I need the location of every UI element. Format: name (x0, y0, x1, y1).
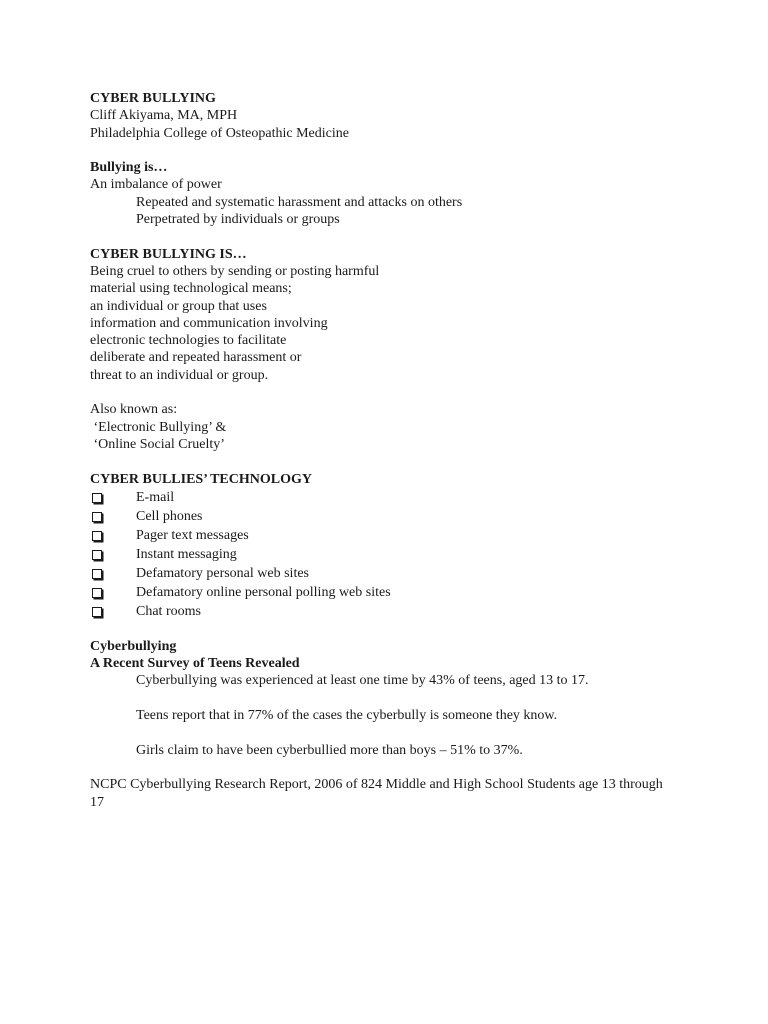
checkbox-icon (90, 508, 136, 527)
list-item (90, 546, 690, 565)
reference-citation: NCPC Cyberbullying Research Report, 2006 of 824 Middle and High School Students age 13 through 17 (90, 777, 663, 810)
aka-item: ‘Online Social Cruelty’ (90, 436, 225, 452)
institution-name: Philadelphia College of Osteopathic Medicine (90, 125, 349, 141)
aka-item: ‘Electronic Bullying’ & (90, 419, 227, 435)
list-item-label: E-mail (136, 490, 175, 506)
spacer (90, 142, 690, 159)
list-item (90, 489, 690, 508)
bullying-point: Perpetrated by individuals or groups (136, 212, 340, 228)
spacer (90, 724, 690, 741)
list-item-label: Pager text messages (136, 528, 249, 544)
survey-finding: Cyberbullying was experienced at least one time by 43% of teens, aged 13 to 17. (136, 673, 589, 689)
spacer (90, 384, 690, 401)
spacer (90, 453, 690, 470)
document-page (90, 90, 690, 811)
cyber-definition-line: threat to an individual or group. (90, 367, 269, 383)
checkbox-icon (90, 489, 136, 508)
spacer (90, 622, 690, 638)
survey-finding: Teens report that in 77% of the cases the cyberbully is someone they know. (136, 708, 558, 724)
author-name: Cliff Akiyama, MA, MPH (90, 108, 238, 124)
checkbox-icon (90, 527, 136, 546)
checkbox-icon (90, 584, 136, 603)
bullying-point: Repeated and systematic harassment and attacks on others (136, 194, 463, 210)
list-item-label: Defamatory personal web sites (136, 566, 309, 582)
checkbox-icon (90, 546, 136, 565)
list-item-label: Chat rooms (136, 604, 201, 620)
bullying-definition: An imbalance of power (90, 177, 222, 193)
bullying-heading: Bullying is… (90, 160, 168, 176)
spacer (90, 690, 690, 707)
document-title: CYBER BULLYING (90, 91, 216, 106)
list-item (90, 508, 690, 527)
technology-heading: CYBER BULLIES’ TECHNOLOGY (90, 471, 312, 487)
survey-finding: Girls claim to have been cyberbullied more than boys – 51% to 37%. (136, 742, 523, 758)
survey-subheading: A Recent Survey of Teens Revealed (90, 656, 300, 672)
spacer (90, 228, 690, 245)
spacer (90, 759, 690, 776)
list-item-label: Defamatory online personal polling web sites (136, 585, 391, 601)
cyber-definition-line: information and communication involving (90, 315, 328, 331)
cyber-definition-line: Being cruel to others by sending or posting harmful (90, 263, 380, 279)
cyber-bullying-heading: CYBER BULLYING IS… (90, 246, 247, 262)
list-item (90, 603, 690, 622)
survey-heading: Cyberbullying (90, 638, 177, 654)
list-item (90, 527, 690, 546)
cyber-definition-line: electronic technologies to facilitate (90, 333, 287, 349)
aka-label: Also known as: (90, 402, 178, 418)
list-item (90, 565, 690, 584)
cyber-definition-line: material using technological means; (90, 281, 292, 297)
cyber-definition-line: deliberate and repeated harassment or (90, 350, 302, 366)
list-item-label: Instant messaging (136, 547, 237, 563)
technology-list (90, 489, 690, 622)
checkbox-icon (90, 565, 136, 584)
list-item (90, 584, 690, 603)
list-item-label: Cell phones (136, 509, 203, 525)
checkbox-icon (90, 603, 136, 622)
cyber-definition-line: an individual or group that uses (90, 298, 267, 314)
